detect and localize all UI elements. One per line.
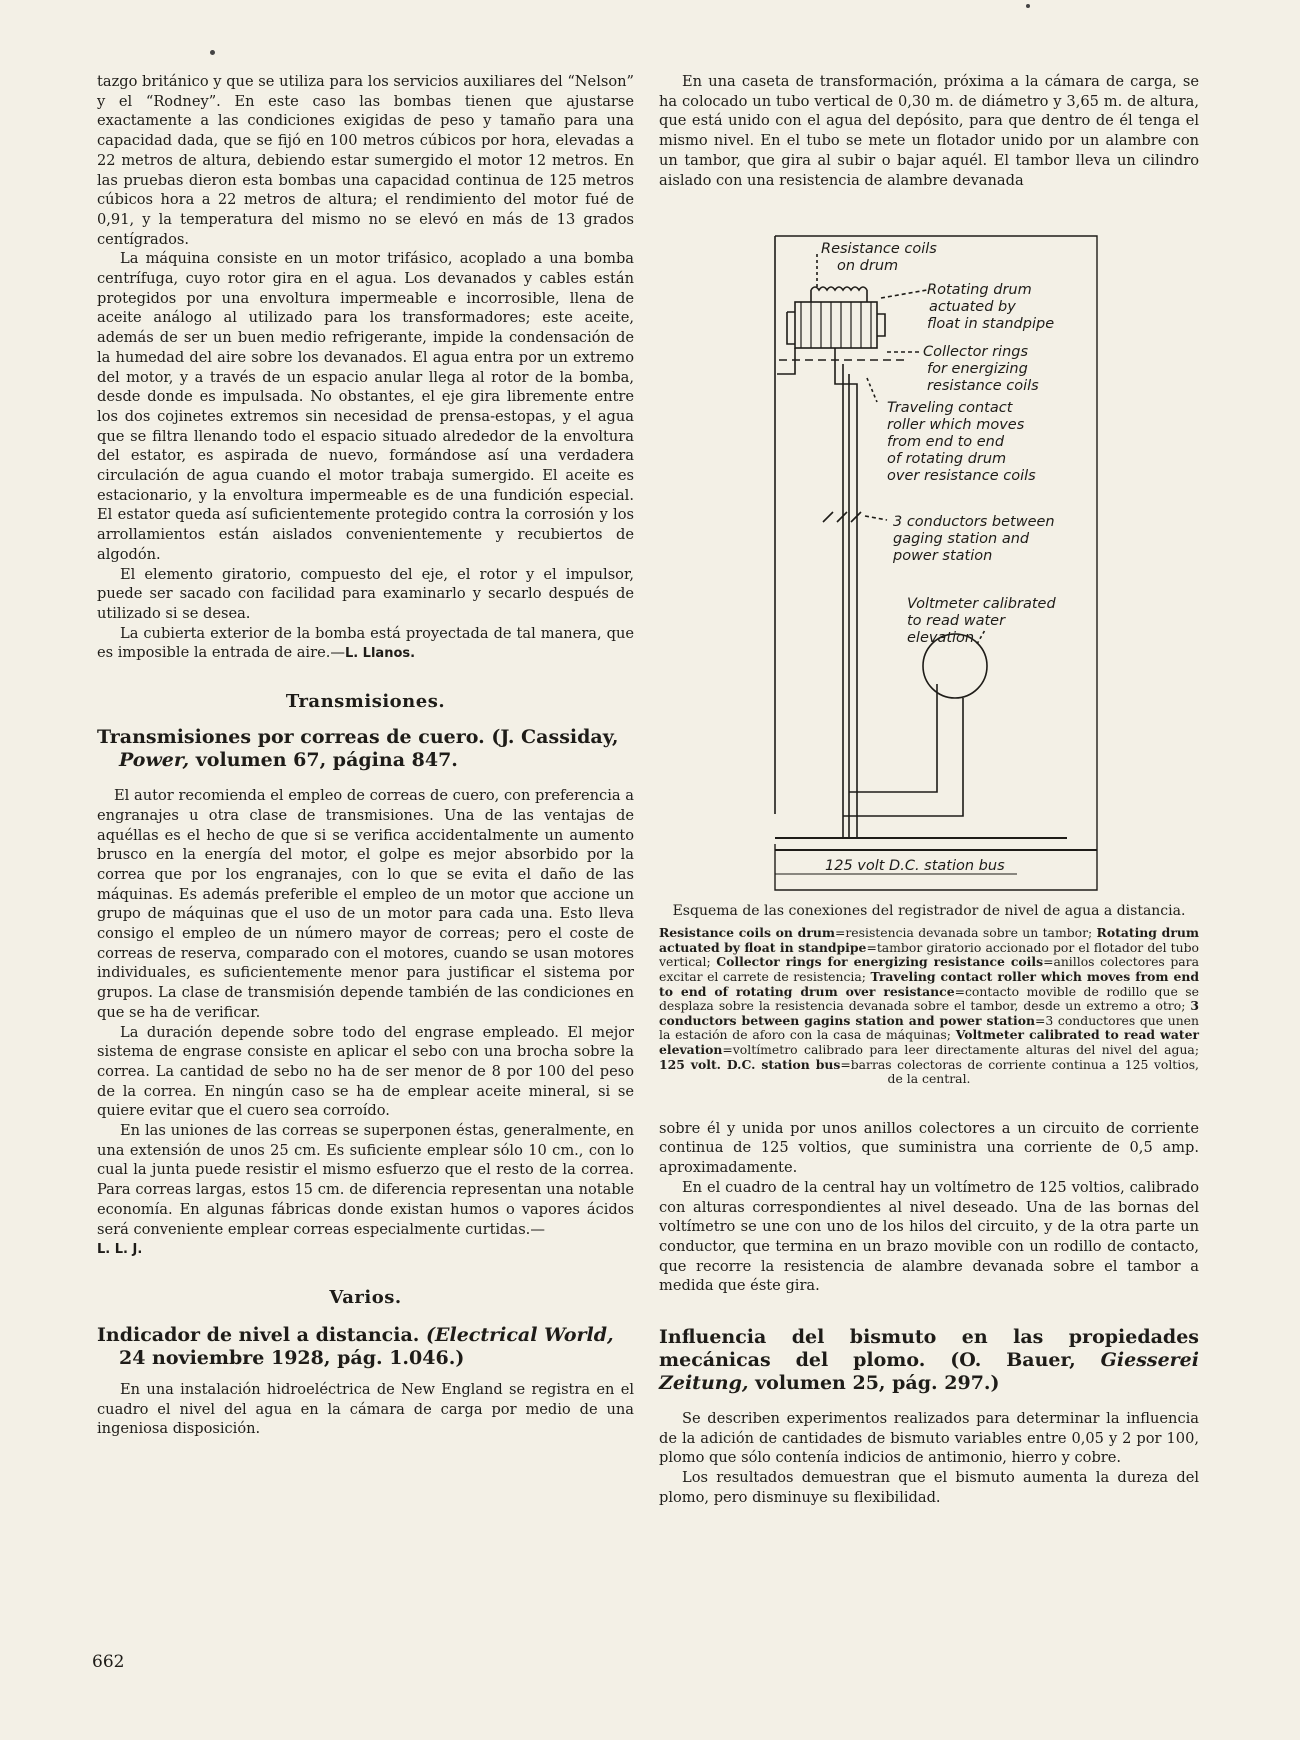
article-volume: volumen 25, pág. 297.) — [755, 1372, 1000, 1395]
author-signature: L. L. J. — [97, 1242, 143, 1258]
section-heading: Transmisiones. — [285, 691, 446, 713]
diagram-label: 125 volt D.C. station bus — [825, 858, 1005, 875]
paragraph: tazgo británico y que se utiliza para los servicios auxiliares del “Nelson” y el “Rodney”. En este caso las bombas tienen que ajustarse exactamente a las condiciones exigidas de peso y tamaño para una capacidad dada, que se fijó en 100 metros cúbicos por hora, elevadas a 22 metros de altura, debiendo estar sumergido el motor 12 metros. En las pruebas dieron esta bombas una capacidad continua de 125 metros cúbicos hora a 22 metros de altura; el rendimiento del motor fué de 0,91, y la temperatura del mismo no se elevó en más de 13 grados centígrados. — [97, 73, 634, 248]
diagram-label: Rotating drum — [927, 282, 1032, 299]
paragraph: El elemento giratorio, compuesto del eje, el rotor y el impulsor, puede ser sacado con facilidad para examinarlo y secarlo después de utilizado si se desea. — [97, 565, 634, 622]
legend-definition: =voltímetro calibrado para leer directamente alturas del nivel del agua; — [722, 1041, 1199, 1057]
legend-term: 3 conductors between gagins station and power station — [659, 998, 1199, 1028]
diagram-label: Resistance coils — [821, 241, 937, 258]
legend-definition: =anillos colectores para excitar el carrete de resistencia; — [659, 954, 1199, 984]
diagram-label: of rotating drum — [887, 451, 1007, 468]
print-speck — [1026, 4, 1030, 8]
diagram-label: for energizing — [927, 361, 1028, 378]
paragraph: Los resultados demuestran que el bismuto aumenta la dureza del plomo, pero disminuye su flexibilidad. — [659, 1469, 1199, 1506]
wiring-diagram — [757, 234, 1117, 896]
legend-definition: =3 conductores que unen la estación de aforo con la casa de máquinas; — [659, 1012, 1199, 1043]
legend-term: Rotating drum actuated by float in standpipe — [659, 925, 1199, 955]
article-title: Transmisiones por correas de cuero. — [97, 726, 485, 749]
diagram-label: resistance coils — [927, 378, 1039, 395]
article-reference: (O. Bauer, — [950, 1349, 1076, 1372]
diagram-label: actuated by — [929, 299, 1016, 316]
paragraph: En una caseta de transformación, próxima a la cámara de carga, se ha colocado un tubo vertical de 0,30 m. de diámetro y 3,65 m. de altura, que está unido con el agua del depósito, para que dentro de él tenga el mismo nivel. En el tubo se mete un flotador unido por un alambre con un tambor, que gira al subir o bajar aquél. El tambor lleva un cilindro aislado con una resistencia de alambre devanada — [659, 73, 1199, 189]
diagram-label: power station — [893, 548, 993, 565]
paragraph: En el cuadro de la central hay un voltímetro de 125 voltios, calibrado con alturas correspondientes al nivel deseado. Una de las bornas del voltímetro se une con uno de los hilos del circuito, y de la otra parte un conductor, que termina en un brazo movible con un rodillo de contacto, que recorre la resistencia de alambre devanada sobre el tambor a medida que éste gira. — [659, 1178, 1199, 1295]
legend-term: Collector rings for energizing resistance coils — [716, 954, 1044, 970]
legend-term: Traveling contact roller which moves from end to end of rotating drum over resistance — [659, 969, 1199, 999]
legend-term: Resistance coils on drum — [659, 925, 835, 941]
legend-definition: =contacto movible de rodillo que se desplaza sobre la resistencia devanada sobre el tambor, desde un extremo a otro; — [659, 983, 1199, 1014]
section-heading: Varios. — [329, 1286, 402, 1308]
legend-definition: =resistencia devanada sobre un tambor; — [834, 925, 1097, 941]
figure-legend — [659, 926, 1199, 1087]
article-title: Influencia del bismuto en las propiedades mecánicas del plomo. — [659, 1326, 1199, 1372]
diagram-label: 3 conductors between — [893, 514, 1055, 531]
right-column — [659, 72, 1199, 1508]
article-title: Indicador de nivel a distancia. — [97, 1323, 420, 1346]
paragraph: El autor recomienda el empleo de correas de cuero, con preferencia a engranajes u otra clase de transmisiones. Una de las ventajas de aquéllas es el hecho de que si se verifica accidentalmente un aumento brusco en la energía del motor, el golpe es mejor absorbido por la correa que por los engranajes, con lo que se evita el daño de las máquinas. Es además preferible el empleo de un motor que accione un grupo de máquinas que el uso de un motor para cada una. Esto lleva consigo el empleo de un número mayor de correas; pero el coste de correas de reserva, comparado con el motores, cuando se usan motores individuales, es suficientemente menor para justificar el sistema por grupos. La clase de transmisión depende también de las condiciones en que se ha de verificar. — [97, 787, 634, 1021]
diagram-label: Voltmeter calibrated — [907, 596, 1056, 613]
paragraph: En una instalación hidroeléctrica de New England se registra en el cuadro el nivel del agua en la cámara de carga por medio de una ingeniosa disposición. — [97, 1380, 634, 1438]
diagram-label: on drum — [837, 258, 899, 275]
journal-name: Giesserei Zeitung, — [659, 1349, 1199, 1395]
diagram-label: elevation — [907, 630, 975, 647]
journal-name: (Electrical World, — [426, 1323, 614, 1346]
article-reference-line — [97, 749, 634, 772]
paragraph: Se describen experimentos realizados para determinar la influencia de la adición de cantidades de bismuto variables entre 0,05 y 2 por 100, plomo que sólo contenía indicios de antimonio, hierro y cobre. — [659, 1410, 1199, 1467]
paragraph: sobre él y unida por unos anillos colectores a un circuito de corriente continua de 125 voltios, que suministra una corriente de 0,5 amp. aproximadamente. — [659, 1119, 1199, 1177]
legend-definition: =barras colectoras de corriente continua a 125 voltios, de la central. — [840, 1056, 1200, 1087]
page-number: 662 — [92, 1652, 125, 1672]
paragraph — [97, 1239, 634, 1260]
author-signature: L. Llanos. — [344, 646, 416, 662]
journal-name: Power, — [119, 749, 190, 772]
legend-term: Voltmeter calibrated to read water elevation — [659, 1027, 1200, 1057]
diagram-label: from end to end — [887, 434, 1005, 451]
paragraph: La máquina consiste en un motor trifásico, acoplado a una bomba centrífuga, cuyo rotor gira en el agua. Los devanados y cables están protegidos por una envoltura impermeable e incorrosible, llena de aceite análogo al utilizado para los transformadores; este aceite, además de ser un buen medio refrigerante, impide la condensación de la humedad del aire sobre los devanados. El agua entra por un extremo del motor, y a través de un espacio anular llega al rotor de la bomba, desde donde es impulsada. No obstantes, el eje gira libremente entre los dos cojinetes extremos sin necesidad de prensa-estopas, y el agua que se filtra llenando todo el espacio situado alrededor de la envoltura del estator, es aspirada de nuevo, formándose así una verdadera circulación de agua cuando el motor trabaja sumergido. El aceite es estacionario, y la envoltura impermeable es de una fundición especial. El estator queda así suficientemente protegido contra la corrosión y los arrollamientos están aislados convenientemente y recubiertos de algodón. — [97, 250, 634, 563]
paragraph: La duración depende sobre todo del engrase empleado. El mejor sistema de engrase consiste en aplicar el sebo con una brocha sobre la correa. La cantidad de sebo no ha de ser menor de 8 por 100 del peso de la correa. En ningún caso se ha de emplear aceite mineral, si se quiere evitar que el cuero sea corroído. — [97, 1023, 634, 1120]
diagram-label: roller which moves — [887, 417, 1025, 434]
left-column — [97, 72, 634, 1439]
article-heading — [659, 1326, 1199, 1395]
paragraph — [97, 624, 634, 664]
figure-caption: Esquema de las conexiones del registrador de nivel de agua a distancia. — [672, 903, 1186, 920]
diagram-label: Traveling contact — [887, 400, 1013, 417]
paragraph: En las uniones de las correas se superponen éstas, generalmente, en una extensión de unos 25 cm. Es suficiente emplear sólo 10 cm., con lo cual la junta puede resistir el mismo esfuerzo que el resto de la correa. Para correas largas, estos 15 cm. de diferencia representan una notable economía. En algunas fábricas donde existan humos o vapores ácidos será conveniente emplear correas especialmente curtidas.— — [97, 1122, 634, 1238]
article-reference: (J. Cassiday, — [491, 726, 619, 749]
article-heading — [97, 1324, 634, 1370]
legend-definition: =tambor giratorio accionado por el flotador del tubo vertical; — [659, 939, 1199, 970]
print-speck — [210, 50, 215, 55]
paragraph-text: La cubierta exterior de la bomba está proyectada de tal manera, que es imposible la entrada de aire.— — [97, 624, 634, 662]
diagram-label: to read water — [907, 613, 1006, 630]
article-volume: 24 noviembre 1928, pág. 1.046.) — [119, 1346, 465, 1369]
diagram-label: float in standpipe — [927, 316, 1055, 333]
diagram-label: over resistance coils — [887, 468, 1036, 485]
article-volume: volumen 67, página 847. — [195, 749, 458, 772]
diagram-label: Collector rings — [923, 344, 1029, 361]
diagram-label: gaging station and — [893, 531, 1030, 548]
article-heading — [97, 726, 634, 772]
legend-term: 125 volt. D.C. station bus — [659, 1056, 841, 1072]
